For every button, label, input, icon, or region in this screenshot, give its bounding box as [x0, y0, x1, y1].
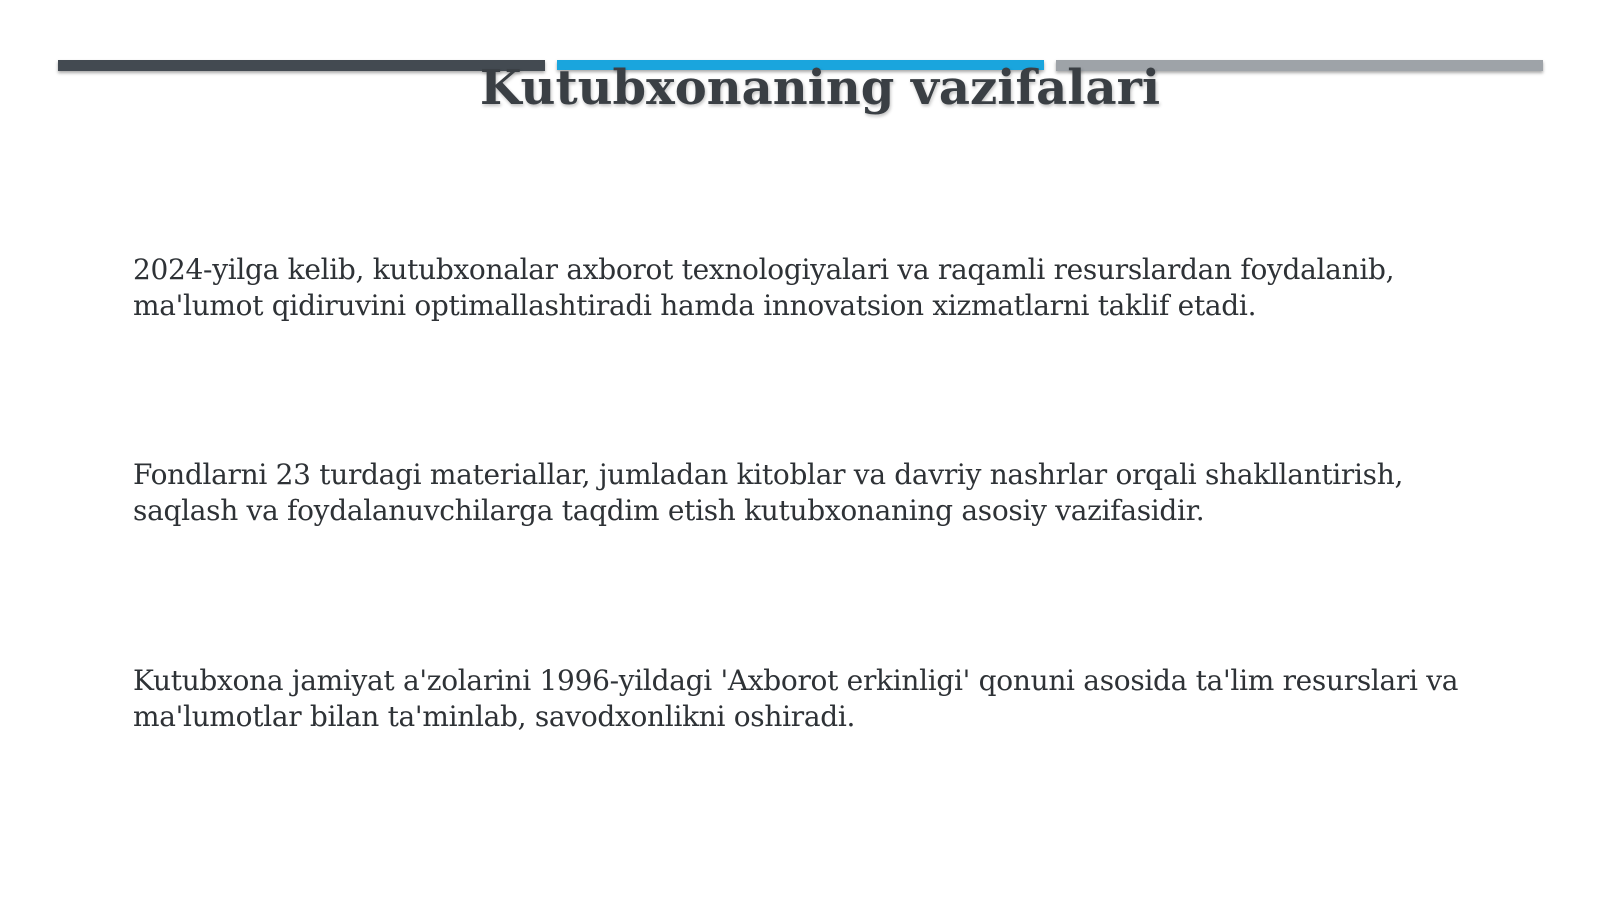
- paragraph-2: Fondlarni 23 turdagi materiallar, jumladan kitoblar va davriy nashrlar orqali shakllantirish, saqlash va foydalanuvchilarga taqdim etish kutubxonaning asosiy vazifasidir.: [133, 458, 1404, 527]
- slide-title: Kutubxonaning vazifalari: [479, 60, 1161, 116]
- paragraph-3: Kutubxona jamiyat a'zolarini 1996-yildagi 'Axborot erkinligi' qonuni asosida ta'lim resurslari va ma'lumotlar bilan ta'minlab, savodxonlikni oshiradi.: [133, 664, 1459, 733]
- paragraph-1: 2024-yilga kelib, kutubxonalar axborot texnologiyalari va raqamli resurslardan foydalanib, ma'lumot qidiruvini optimallashtiradi hamda innovatsion xizmatlarni taklif etadi.: [133, 253, 1395, 322]
